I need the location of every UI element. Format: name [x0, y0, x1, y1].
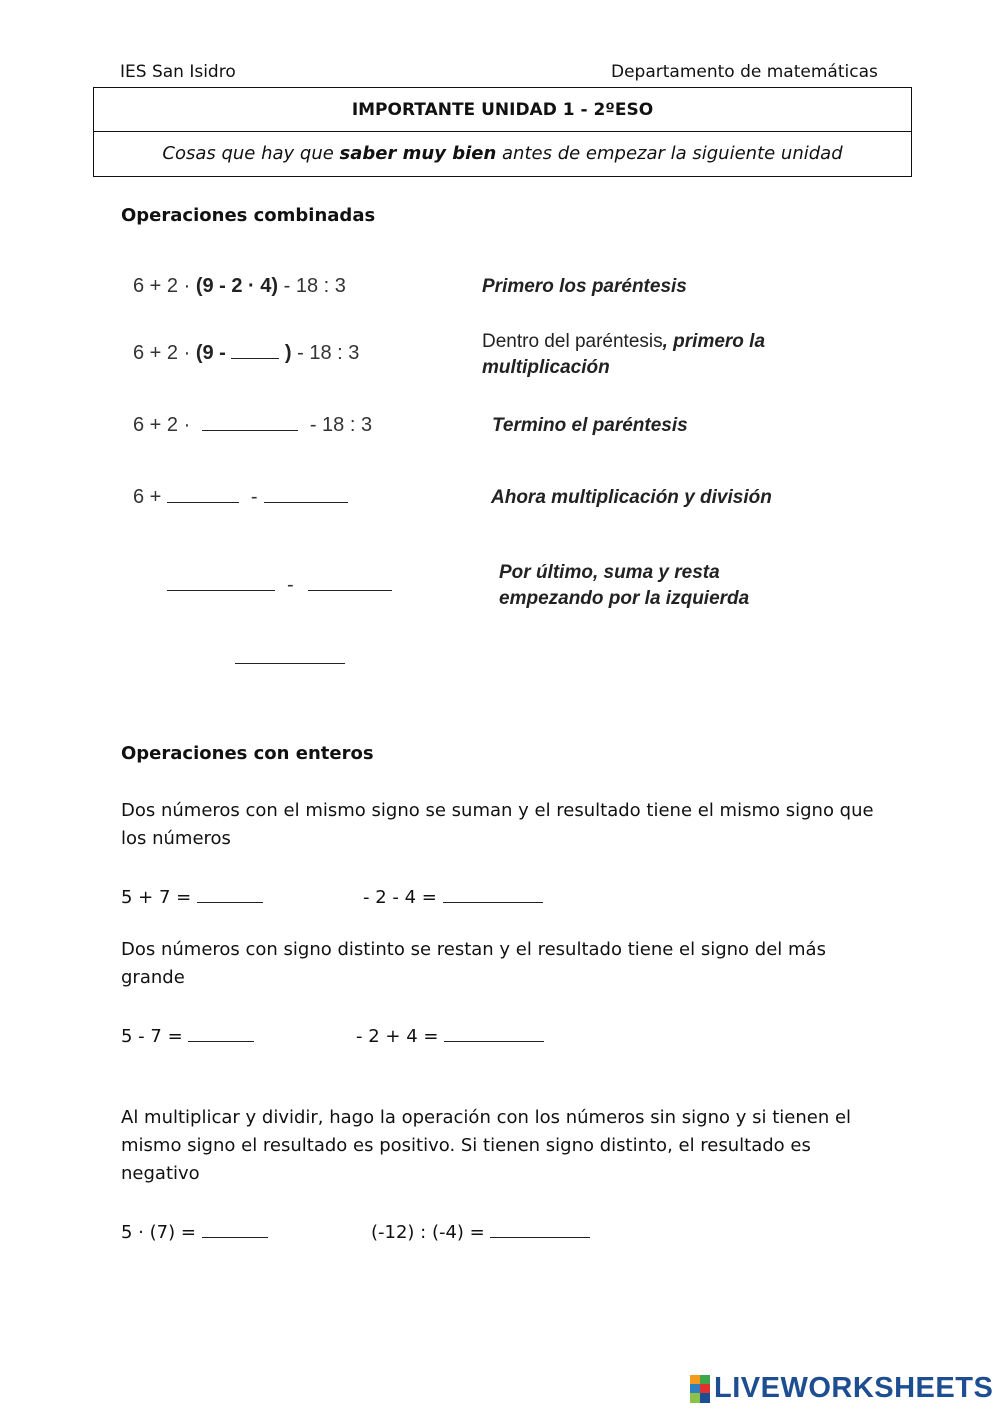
note-4: Ahora multiplicación y división [491, 487, 772, 508]
rule-same-sign: Dos números con el mismo signo se suman y el resultado tiene el mismo signo que los números [121, 800, 874, 849]
note-2-part-b: , primero la multiplicación [482, 331, 766, 378]
final-result-blank[interactable] [235, 663, 345, 664]
step-2-part-d: - 18 : 3 [291, 342, 360, 364]
exercise-3a-label: 5 · (7) = [121, 1222, 196, 1243]
step-4-expression [133, 486, 348, 509]
exercise-1b [363, 884, 543, 908]
exercise-2a-label: 5 - 7 = [121, 1026, 183, 1047]
step-5-blank-2[interactable] [308, 589, 392, 591]
subtitle-pre: Cosas que hay que [162, 143, 340, 164]
exercise-3a [121, 1219, 268, 1243]
exercise-3b-label: (-12) : (-4) = [371, 1222, 485, 1243]
department-name: Departamento de matemáticas [611, 62, 878, 82]
exercise-2a [121, 1023, 254, 1047]
exercise-2b-blank[interactable] [444, 1023, 544, 1042]
rule-multiply-divide: Al multiplicar y dividir, hago la operación con los números sin signo y si tienen el mismo signo el resultado es positivo. Si tienen signo distinto, el resultado es negativo [121, 1107, 852, 1184]
step-2-blank[interactable] [231, 357, 279, 359]
step-4-blank-1[interactable] [167, 501, 239, 503]
note-1: Primero los paréntesis [482, 276, 687, 297]
step-1-part-a: 6 + 2 · [133, 275, 196, 297]
school-name: IES San Isidro [120, 62, 236, 82]
step-2-part-c: ) [279, 342, 292, 364]
note-5-line-2: empezando por la izquierda [499, 588, 750, 609]
step-3-expression [133, 414, 372, 437]
note-3: Termino el paréntesis [492, 415, 688, 436]
exercise-2b [356, 1023, 544, 1047]
step-3-blank[interactable] [202, 429, 298, 431]
exercise-1b-blank[interactable] [443, 884, 543, 903]
step-1-part-c: - 18 : 3 [278, 275, 346, 297]
exercise-1a [121, 884, 263, 908]
subtitle-bold: saber muy bien [339, 143, 497, 164]
step-5-part-b: - [287, 574, 294, 596]
liveworksheets-logo[interactable] [690, 1372, 993, 1405]
step-4-part-a: 6 + [133, 486, 167, 508]
note-5 [499, 560, 749, 612]
exercise-3b [371, 1219, 590, 1243]
step-1-expression [133, 275, 346, 298]
liveworksheets-logo-icon [690, 1375, 710, 1403]
exercise-1a-blank[interactable] [197, 884, 263, 903]
exercise-1b-label: - 2 - 4 = [363, 887, 437, 908]
step-4-part-b: - [250, 486, 258, 508]
step-5-expression [167, 574, 392, 597]
note-2 [482, 329, 842, 381]
exercise-3a-blank[interactable] [202, 1219, 268, 1238]
title-box [93, 87, 912, 177]
unit-subtitle [94, 132, 911, 175]
step-2-expression [133, 342, 359, 365]
unit-title: IMPORTANTE UNIDAD 1 - 2ºESO [94, 88, 911, 132]
section-heading-integers: Operaciones con enteros [121, 743, 374, 764]
exercise-2b-label: - 2 + 4 = [356, 1026, 439, 1047]
section-heading-combined: Operaciones combinadas [121, 205, 376, 226]
step-3-part-b: - 18 : 3 [309, 414, 373, 436]
step-3-part-a: 6 + 2 · [133, 414, 196, 436]
step-1-part-b: (9 - 2 · 4) [195, 275, 279, 297]
exercise-2a-blank[interactable] [188, 1023, 254, 1042]
step-5-blank-1[interactable] [167, 589, 275, 591]
exercise-1a-label: 5 + 7 = [121, 887, 192, 908]
logo-text: LIVEWORKSHEETS [714, 1372, 994, 1404]
step-2-part-a: 6 + 2 · [133, 342, 196, 364]
note-2-part-a: Dentro del paréntesis [482, 331, 663, 352]
step-4-blank-2[interactable] [264, 501, 348, 503]
exercise-3b-blank[interactable] [490, 1219, 590, 1238]
step-2-part-b: (9 - [195, 342, 232, 364]
subtitle-post: antes de empezar la siguiente unidad [496, 143, 843, 164]
note-5-line-1: Por último, suma y resta [499, 562, 720, 583]
rule-different-sign: Dos números con signo distinto se restan y el resultado tiene el signo del más grande [121, 939, 826, 988]
